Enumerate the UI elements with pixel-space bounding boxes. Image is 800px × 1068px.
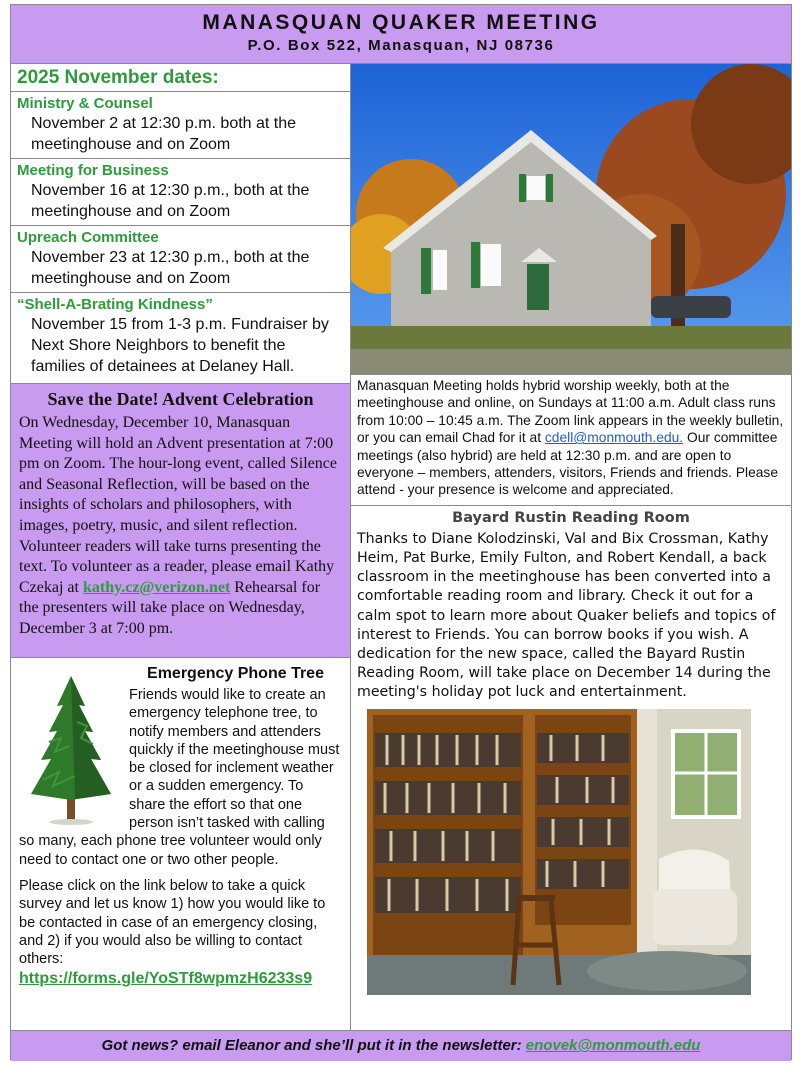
dates-heading: 2025 November dates: bbox=[11, 64, 350, 92]
newsletter-title: MANASQUAN QUAKER MEETING bbox=[202, 11, 600, 34]
footer-email-link[interactable]: enovek@monmouth.edu bbox=[525, 1037, 701, 1054]
right-column bbox=[351, 64, 791, 1030]
event-item bbox=[11, 159, 350, 226]
masthead bbox=[11, 5, 791, 64]
meetinghouse-image bbox=[351, 64, 791, 374]
event-name: Meeting for Business bbox=[17, 162, 169, 179]
event-desc: November 16 at 12:30 p.m., both at the meetinghouse and on Zoom bbox=[31, 182, 310, 220]
survey-link[interactable]: https://forms.gle/YoSTf8wpmzH6233s9 bbox=[19, 970, 313, 988]
event-item bbox=[11, 226, 350, 293]
event-desc: November 15 from 1-3 p.m. Fundraiser by Next Shore Neighbors to benefit the families of detainees at Delaney Hall. bbox=[31, 316, 329, 375]
reading-room-body: Thanks to Diane Kolodzinski, Val and Bix Crossman, Kathy Heim, Pat Burke, Emily Fulton, and Robert Kendall, a back classroom in the meetinghouse has been converted into a comfortable reading room and library. Check it out for a calm spot to learn more about Quaker beliefs and topics of interest to Friends. You can borrow books if you wish. A dedication for the new space, called the Bayard Rustin Reading Room, will take place on December 14 during the meeting's holiday pot luck and entertainment. bbox=[357, 530, 776, 701]
phone-tree-title: Emergency Phone Tree bbox=[147, 665, 324, 682]
reading-room-photo bbox=[367, 709, 751, 995]
advent-text-2: Rehearsal for the presenters will take place on Wednesday, December 3 at 7:00 pm. bbox=[19, 578, 321, 637]
event-name: Upreach Committee bbox=[17, 229, 159, 246]
event-name: “Shell-A-Brating Kindness” bbox=[17, 296, 213, 313]
pine-tree-icon bbox=[19, 672, 123, 828]
advent-body bbox=[19, 413, 342, 640]
phone-tree-section bbox=[11, 658, 350, 1030]
hybrid-text-1: Manasquan Meeting holds hybrid worship weekly, both at the meetinghouse and online, on Sundays at 11:00 a.m. Adult class runs from 10:00 – 10:45 a.m. The Zoom link appears in the weekly bulletin, or you can email Chad for it at bbox=[357, 378, 784, 446]
event-item bbox=[11, 293, 350, 384]
phone-tree-paragraph-2: Please click on the link below to take a quick survey and let us know 1) how you would like to be contacted in case of an emergency closing, and 2) if you would also be willing to contact others: bbox=[19, 877, 326, 968]
event-name: Ministry & Counsel bbox=[17, 95, 153, 112]
phone-tree-paragraph-1: Friends would like to create an emergency telephone tree, to notify members and attenders quickly if the meetinghouse must be closed for inclement weather or a sudden emergency. To share the effort so that one person isn’t tasked with calling so many, each phone tree volunteer would only need to contact one or two other people. bbox=[19, 687, 340, 868]
meetinghouse-photo bbox=[351, 64, 791, 375]
advent-announcement bbox=[11, 384, 350, 658]
advent-title: Save the Date! Advent Celebration bbox=[47, 389, 314, 409]
newsletter-page bbox=[10, 4, 792, 1060]
chad-email-link[interactable]: cdell@monmouth.edu. bbox=[544, 430, 684, 446]
event-desc: November 2 at 12:30 p.m. both at the meetinghouse and on Zoom bbox=[31, 115, 297, 153]
advent-text: On Wednesday, December 10, Manasquan Meeting will hold an Advent presentation at 7:00 pm on Zoom. The hour-long event, called Silence and Seasonal Reflection, will be based on the insights of scholars and philosophers, with images, poetry, music, and silent reflection. Volunteer readers will take turns presenting the text. To volunteer as a reader, please email Kathy Czekaj at bbox=[19, 414, 337, 596]
event-item bbox=[11, 92, 350, 159]
event-desc: November 23 at 12:30 p.m., both at the meetinghouse and on Zoom bbox=[31, 249, 310, 287]
reading-room-image bbox=[367, 709, 751, 995]
footer-banner bbox=[11, 1030, 791, 1061]
left-column bbox=[11, 64, 351, 1030]
advent-email-link[interactable]: kathy.cz@verizon.net bbox=[82, 578, 231, 596]
reading-room-title: Bayard Rustin Reading Room bbox=[452, 509, 690, 526]
hybrid-text-2: Our committee meetings (also hybrid) are held at 12:30 p.m. and are open to everyone – members, attenders, visitors, Friends and friends. Please attend - your presence is welcome and appreciated. bbox=[357, 430, 779, 498]
footer-text: Got news? email Eleanor and she’ll put it in the newsletter: bbox=[101, 1037, 526, 1054]
mailing-address: P.O. Box 522, Manasquan, NJ 08736 bbox=[247, 37, 555, 54]
hybrid-worship-info bbox=[351, 375, 791, 506]
